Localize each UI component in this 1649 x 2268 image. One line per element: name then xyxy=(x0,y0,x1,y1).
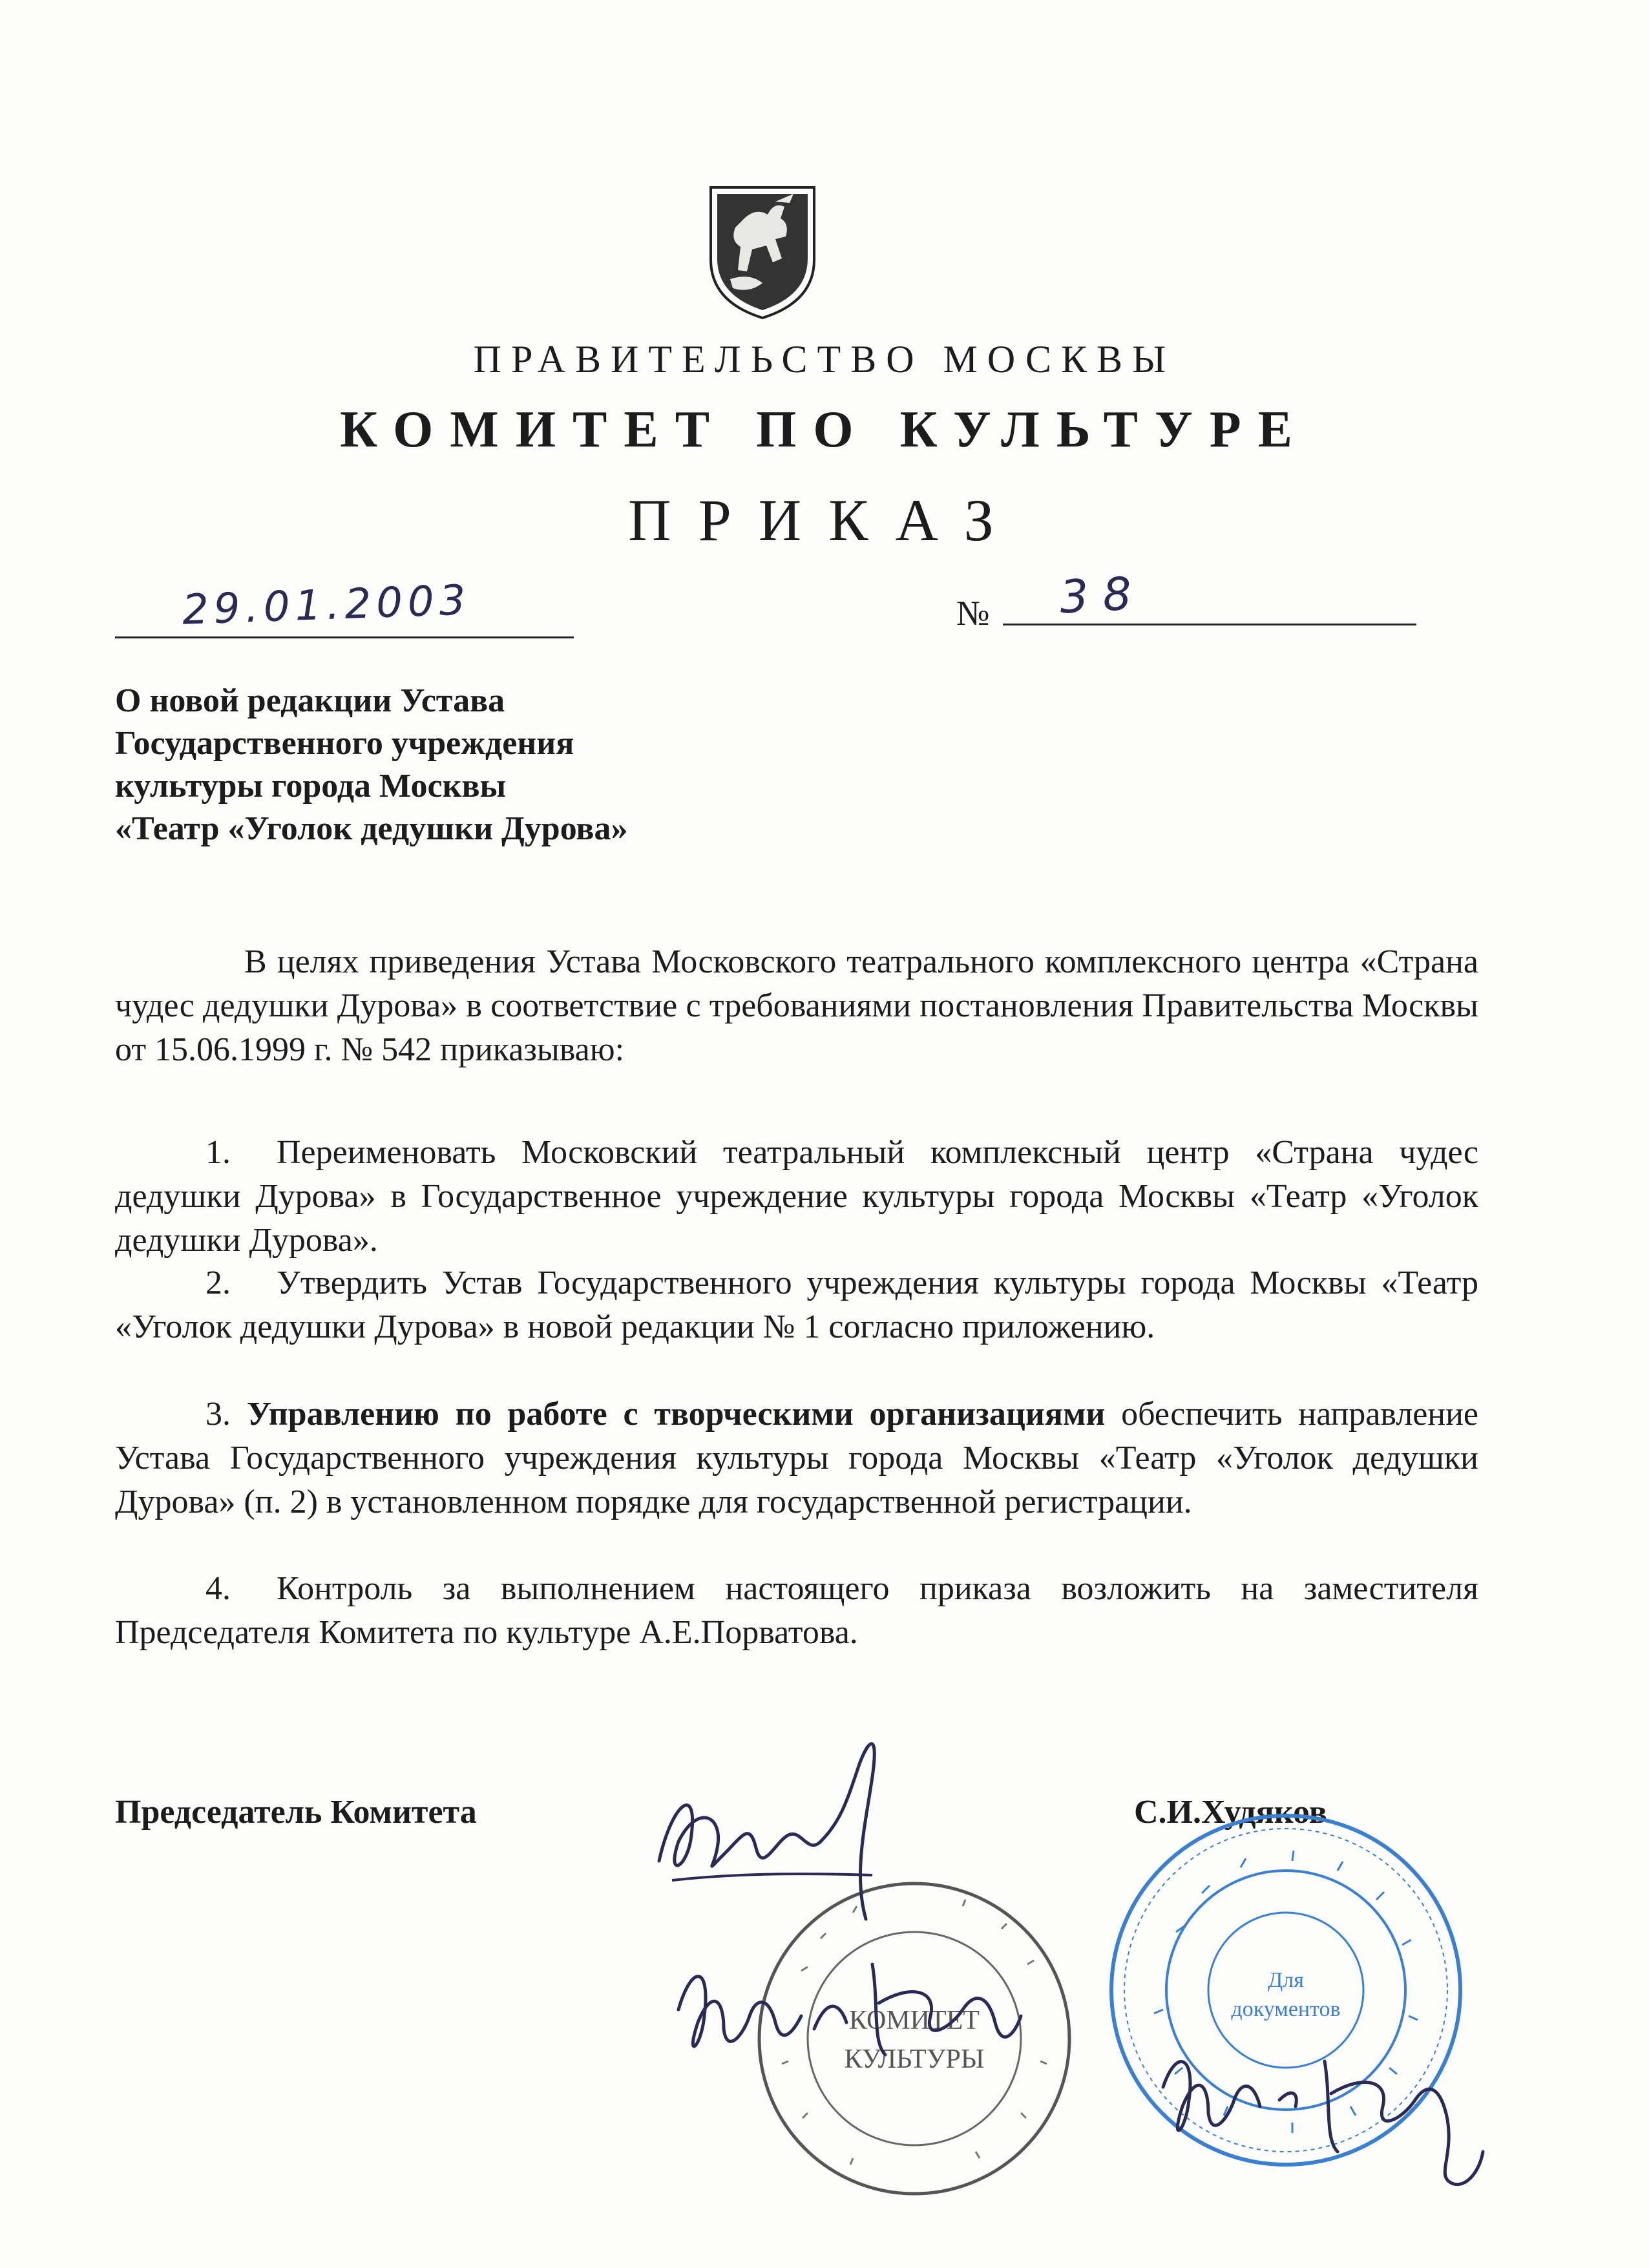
stamp-text: КУЛЬТУРЫ xyxy=(844,2044,985,2074)
subject-line: О новой редакции Устава xyxy=(115,682,505,719)
seal-text: Для xyxy=(1268,1968,1304,1992)
number-sign: № xyxy=(956,594,990,633)
stamp-text: КОМИТЕТ xyxy=(849,2006,980,2035)
subject-line: культуры города Москвы xyxy=(115,768,507,804)
order-item-4 xyxy=(115,1567,1478,1655)
document-type-title: ПРИКАЗ xyxy=(628,487,1021,553)
order-item-2 xyxy=(115,1261,1478,1349)
order-number: 38 xyxy=(1058,566,1148,624)
item-text: обеспечить направление Устава Государственного учреждения культуры города Москвы «Театр «Уголок дедушки Дурова» (п. 2) в установленном порядке для государственной регистрации. xyxy=(115,1396,1479,1520)
subject-line: Государственного учреждения xyxy=(115,725,574,762)
certifying-signature xyxy=(666,1926,1027,2094)
government-title: ПРАВИТЕЛЬСТВО МОСКВЫ xyxy=(473,338,1176,381)
subject-line: «Театр «Уголок дедушки Дурова» xyxy=(115,810,628,847)
item-text: Контроль за выполнением настоящего приказа возложить на заместителя Председателя Комитета по культуре А.Е.Порватова. xyxy=(115,1570,1478,1651)
signatory-title: Председатель Комитета xyxy=(115,1794,477,1831)
intro-paragraph: В целях приведения Устава Московского театрального комплексного центра «Страна чудес дедушки Дурова» в соответствие с требованиями постановления Правительства Москвы от 15.06.1999 г. № 542 приказываю: xyxy=(115,943,1478,1068)
date-underline xyxy=(115,636,574,638)
order-item-1 xyxy=(115,1131,1478,1263)
order-subject xyxy=(115,680,628,850)
item-number: 2. xyxy=(205,1265,231,1301)
chairman-signature xyxy=(653,1725,924,1938)
item-number: 3. xyxy=(205,1396,231,1433)
item-bold-text: Управлению по работе с творческими организациями xyxy=(246,1396,1106,1433)
committee-title: КОМИТЕТ ПО КУЛЬТУРЕ xyxy=(340,401,1309,458)
item-text: Переименовать Московский театральный комплексный центр «Страна чудес дедушки Дурова» в Государственное учреждение культуры города Москвы «Театр «Уголок дедушки Дурова». xyxy=(115,1134,1478,1259)
order-item-3 xyxy=(115,1392,1478,1524)
item-number: 1. xyxy=(205,1134,231,1171)
order-date: 29.01.2003 xyxy=(181,576,472,635)
number-underline xyxy=(1003,624,1416,625)
signatory-name: С.И.Худяков xyxy=(1134,1794,1327,1831)
seal-signature xyxy=(1150,2022,1486,2190)
item-number: 4. xyxy=(205,1570,231,1607)
seal-text: документов xyxy=(1231,1997,1341,2021)
item-text: Утвердить Устав Государственного учреждения культуры города Москвы «Театр «Уголок дедушки Дурова» в новой редакции № 1 согласно приложению. xyxy=(115,1265,1478,1345)
moscow-coat-of-arms-icon xyxy=(704,182,821,322)
